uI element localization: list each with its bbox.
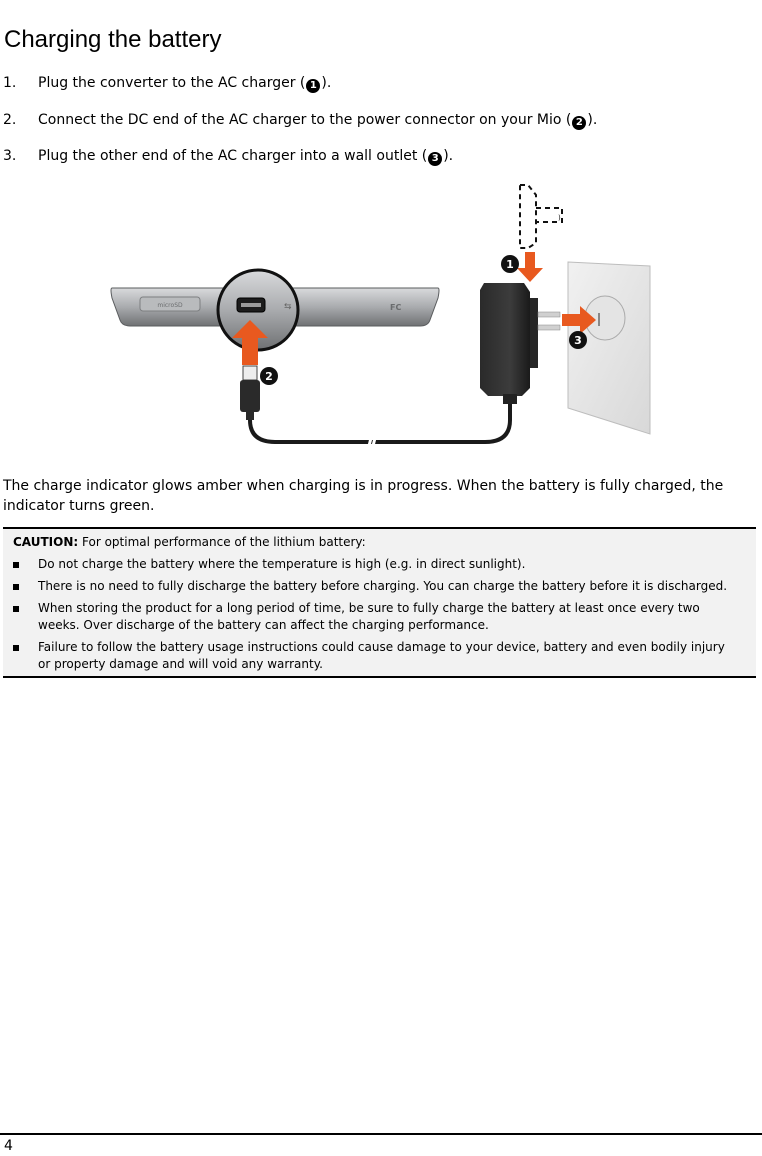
step-number: 1. xyxy=(3,75,17,91)
charger-cable xyxy=(250,400,510,442)
step-number: 2. xyxy=(3,112,17,128)
callout-2 xyxy=(260,367,278,385)
converter-outline xyxy=(520,185,562,248)
step-text xyxy=(38,111,597,130)
caution-item-text: When storing the product for a long period of time, be sure to fully charge the battery at least once every two weeks. Over discharge of the battery can affect the charging performance. xyxy=(38,601,700,632)
footer-divider xyxy=(0,1133,762,1135)
callout-3 xyxy=(569,331,587,349)
ac-charger xyxy=(480,283,560,404)
step-text-start: Plug the other end of the AC charger into a wall outlet ( xyxy=(38,148,428,164)
caution-heading xyxy=(13,534,366,551)
step-text xyxy=(38,74,331,93)
step-text xyxy=(38,147,453,166)
caution-item xyxy=(13,578,738,595)
caution-item xyxy=(13,639,738,673)
caution-item xyxy=(13,556,738,573)
step-text-end: ). xyxy=(587,112,598,128)
caution-item-text: Do not charge the battery where the temperature is high (e.g. in direct sunlight). xyxy=(38,557,526,571)
arrow-down-icon xyxy=(517,252,543,282)
callout-marker: 2 xyxy=(572,116,586,130)
svg-text:⇆: ⇆ xyxy=(284,302,292,312)
callout-1-label: 1 xyxy=(506,258,514,271)
caution-item-text: Failure to follow the battery usage instructions could cause damage to your device, battery and even bodily injury or property damage and will void any warranty. xyxy=(38,640,725,671)
caution-item xyxy=(13,600,738,634)
charge-indicator-paragraph: The charge indicator glows amber when charging is in progress. When the battery is fully charged, the indicator turns green. xyxy=(3,478,724,514)
page-title: Charging the battery xyxy=(4,26,222,53)
caution-intro: For optimal performance of the lithium battery: xyxy=(82,535,366,549)
callout-3-label: 3 xyxy=(574,334,582,347)
bullet-icon xyxy=(13,606,19,612)
step-item xyxy=(3,74,331,93)
device-label: microSD xyxy=(157,302,183,309)
step-number: 3. xyxy=(3,148,17,164)
fc-mark: FC xyxy=(390,303,402,312)
step-text-start: Plug the converter to the AC charger ( xyxy=(38,75,306,91)
callout-2-label: 2 xyxy=(265,370,273,383)
callout-1 xyxy=(501,255,519,273)
step-text-end: ). xyxy=(321,75,332,91)
caution-box xyxy=(3,527,756,678)
bullet-icon xyxy=(13,645,19,651)
step-item xyxy=(3,111,597,130)
svg-text:): ) xyxy=(558,214,561,222)
page-number: 4 xyxy=(4,1138,13,1154)
callout-marker: 3 xyxy=(428,152,442,166)
step-item xyxy=(3,147,453,166)
charging-illustration xyxy=(100,180,660,450)
step-text-start: Connect the DC end of the AC charger to the power connector on your Mio ( xyxy=(38,112,572,128)
bullet-icon xyxy=(13,584,19,590)
caution-label: CAUTION: xyxy=(13,535,79,549)
dc-plug xyxy=(240,366,260,420)
caution-item-text: There is no need to fully discharge the battery before charging. You can charge the battery before it is discharged. xyxy=(38,579,728,593)
bullet-icon xyxy=(13,562,19,568)
step-text-end: ). xyxy=(443,148,454,164)
callout-marker: 1 xyxy=(306,79,320,93)
